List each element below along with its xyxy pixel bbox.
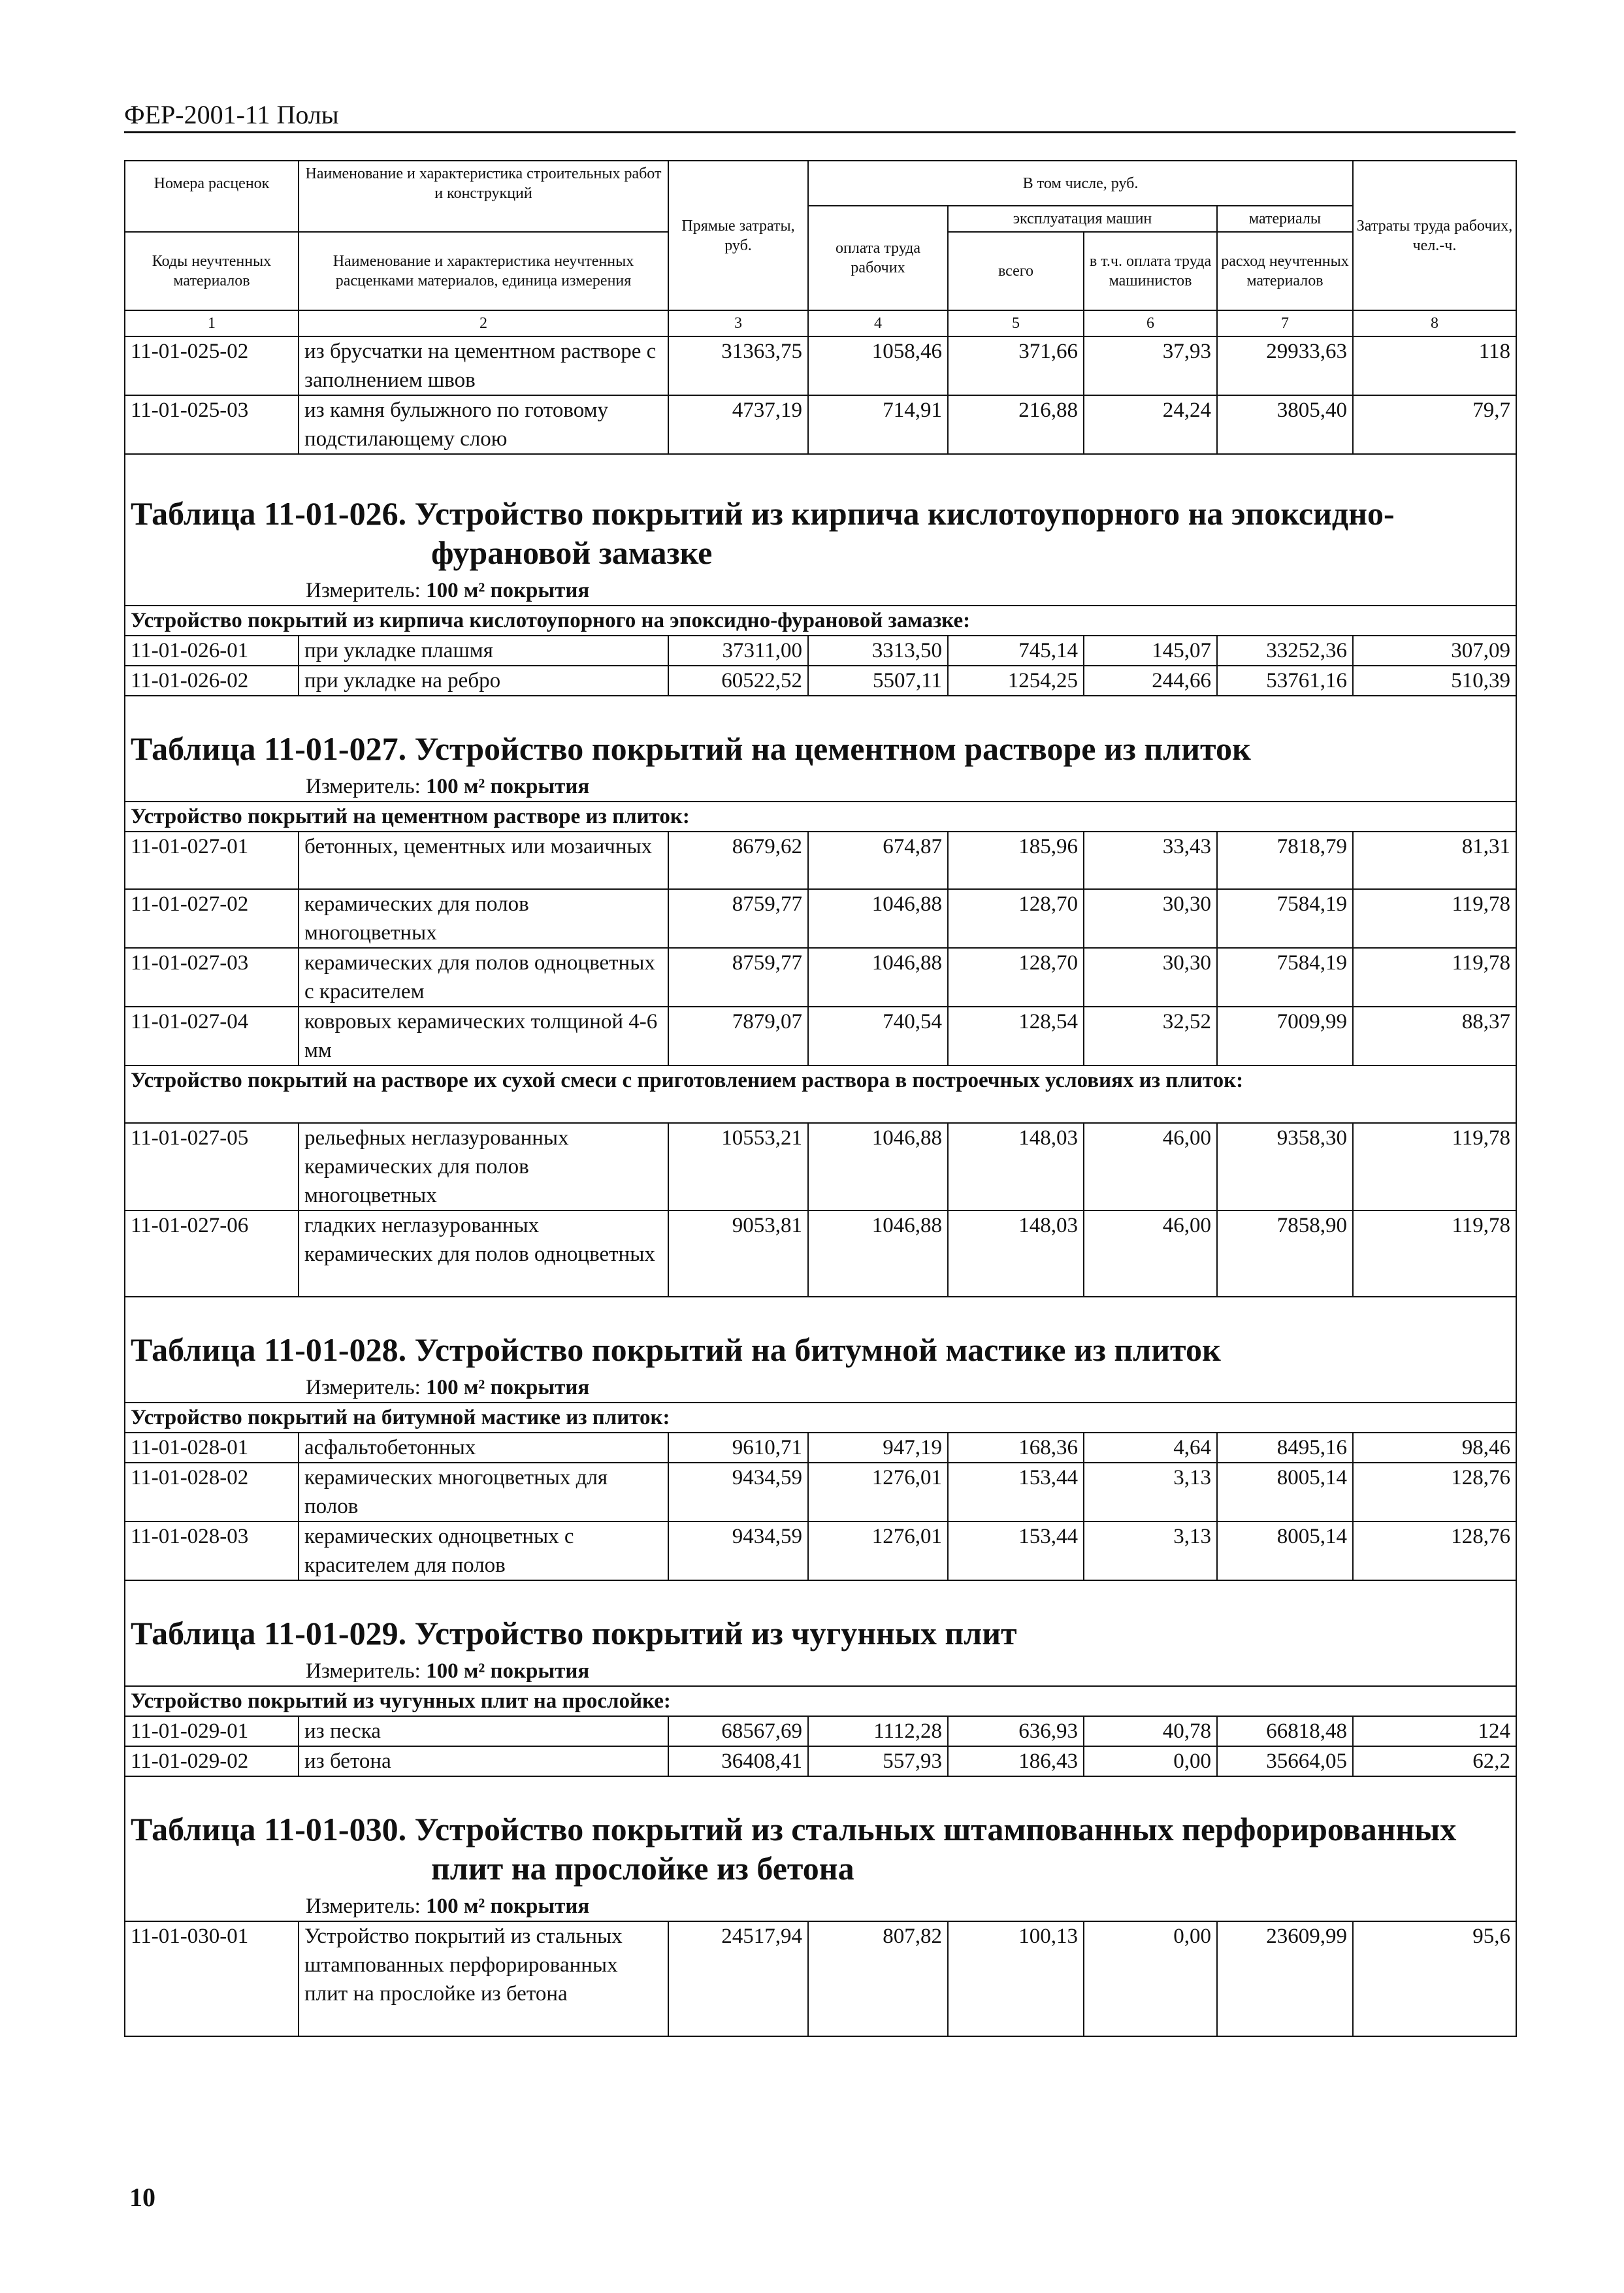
rate-code: 11-01-026-02 — [125, 666, 299, 696]
table-title — [131, 1601, 1510, 1657]
rate-value: 8495,16 — [1217, 1433, 1353, 1463]
rate-value: 636,93 — [948, 1716, 1084, 1746]
rate-name: асфальтобетонных — [299, 1433, 668, 1463]
rate-name: из брусчатки на цементном растворе с заполнением швов — [299, 336, 668, 395]
rate-value: 7009,99 — [1217, 1007, 1353, 1065]
col-worker-pay: оплата труда рабочих — [808, 206, 948, 310]
table-row — [125, 666, 1516, 696]
table-title-line: Таблица 11-01-027. Устройство покрытий на цементном растворе из плиток — [131, 730, 1251, 767]
rate-value: 128,76 — [1353, 1521, 1516, 1580]
rate-value: 510,39 — [1353, 666, 1516, 696]
rate-value: 148,03 — [948, 1123, 1084, 1211]
rate-value: 1254,25 — [948, 666, 1084, 696]
rate-value: 1276,01 — [808, 1521, 948, 1580]
rate-value: 31363,75 — [668, 336, 808, 395]
rate-code: 11-01-028-02 — [125, 1463, 299, 1521]
column-numbers: 1 2 3 4 5 6 7 8 — [125, 310, 1516, 336]
table-row — [125, 1211, 1516, 1297]
rate-value: 98,46 — [1353, 1433, 1516, 1463]
rate-value: 9434,59 — [668, 1521, 808, 1580]
table-row — [125, 1716, 1516, 1746]
rate-value: 60522,52 — [668, 666, 808, 696]
rate-name: керамических для полов одноцветных с красителем — [299, 948, 668, 1007]
rate-value: 23609,99 — [1217, 1921, 1353, 2036]
rate-value: 37,93 — [1084, 336, 1217, 395]
rate-value: 745,14 — [948, 636, 1084, 666]
rate-name: Устройство покрытий из стальных штампованных перфорированных плит на прослойке из бетона — [299, 1921, 668, 2036]
group-heading: Устройство покрытий из кирпича кислотоупорного на эпоксидно-фурановой замазке: — [125, 606, 1516, 636]
rate-value: 1046,88 — [808, 1123, 948, 1211]
table-title — [131, 481, 1510, 576]
col-operators-pay: в т.ч. оплата труда машинистов — [1084, 232, 1217, 310]
table-row — [125, 1007, 1516, 1065]
rate-code: 11-01-027-03 — [125, 948, 299, 1007]
group-heading: Устройство покрытий на битумной мастике из плиток: — [125, 1403, 1516, 1433]
rate-value: 30,30 — [1084, 948, 1217, 1007]
rate-value: 128,70 — [948, 889, 1084, 948]
group-heading: Устройство покрытий из чугунных плит на прослойке: — [125, 1686, 1516, 1716]
rate-name: при укладке плашмя — [299, 636, 668, 666]
rate-value: 53761,16 — [1217, 666, 1353, 696]
rate-name: керамических одноцветных с красителем для полов — [299, 1521, 668, 1580]
table-title — [131, 1317, 1510, 1373]
rate-value: 1112,28 — [808, 1716, 948, 1746]
col-name-top: Наименование и характеристика строительных работ и конструкций — [299, 161, 668, 206]
rate-value: 307,09 — [1353, 636, 1516, 666]
table-row — [125, 832, 1516, 889]
rate-value: 0,00 — [1084, 1921, 1217, 2036]
unit-label: Измеритель: — [306, 1895, 427, 1918]
col-labor-hours: Затраты труда рабочих, чел.-ч. — [1353, 161, 1516, 310]
rate-value: 1276,01 — [808, 1463, 948, 1521]
unit-line — [131, 1892, 1510, 1921]
table-caption — [125, 696, 1516, 802]
col-machines: эксплуатация машин — [948, 206, 1217, 232]
rate-value: 119,78 — [1353, 1211, 1516, 1297]
col-materials: материалы — [1217, 206, 1353, 232]
unit-value: 100 м² покрытия — [426, 1376, 590, 1399]
rate-value: 3805,40 — [1217, 395, 1353, 454]
unit-label: Измеритель: — [306, 579, 427, 602]
rate-name: рельефных неглазурованных керамических для полов многоцветных — [299, 1123, 668, 1211]
table-caption — [125, 1297, 1516, 1403]
table-title — [131, 716, 1510, 772]
table-title-line: Таблица 11-01-030. Устройство покрытий из стальных штампованных перфорированных — [131, 1811, 1457, 1847]
unit-line — [131, 1373, 1510, 1402]
rate-value: 5507,11 — [808, 666, 948, 696]
rate-value: 7858,90 — [1217, 1211, 1353, 1297]
rate-value: 807,82 — [808, 1921, 948, 2036]
rate-name: керамических для полов многоцветных — [299, 889, 668, 948]
rate-name: при укладке на ребро — [299, 666, 668, 696]
unit-value: 100 м² покрытия — [426, 1659, 590, 1683]
unit-value: 100 м² покрытия — [426, 775, 590, 798]
rate-value: 62,2 — [1353, 1746, 1516, 1776]
rate-value: 46,00 — [1084, 1123, 1217, 1211]
rate-name: бетонных, цементных или мозаичных — [299, 832, 668, 889]
table-row — [125, 395, 1516, 454]
rate-value: 4,64 — [1084, 1433, 1217, 1463]
rate-value: 36408,41 — [668, 1746, 808, 1776]
table-body — [125, 336, 1516, 2036]
rate-value: 119,78 — [1353, 1123, 1516, 1211]
unit-value: 100 м² покрытия — [426, 579, 590, 602]
rate-name: керамических многоцветных для полов — [299, 1463, 668, 1521]
col-name-bottom: Наименование и характеристика неучтенных расценками материалов, единица измерения — [299, 232, 668, 310]
unit-line — [131, 772, 1510, 801]
rate-value: 674,87 — [808, 832, 948, 889]
unit-label: Измеритель: — [306, 1659, 427, 1683]
rate-value: 244,66 — [1084, 666, 1217, 696]
rate-code: 11-01-025-03 — [125, 395, 299, 454]
col-code-top: Номера расценок — [125, 161, 299, 206]
table-row — [125, 889, 1516, 948]
page-header: ФЕР-2001-11 Полы — [124, 99, 1516, 133]
rate-value: 37311,00 — [668, 636, 808, 666]
col-code-bottom: Коды неучтенных материалов — [125, 232, 299, 310]
rate-value: 3,13 — [1084, 1521, 1217, 1580]
table-title-line: фурановой замазке — [431, 534, 713, 571]
rate-code: 11-01-028-01 — [125, 1433, 299, 1463]
rate-value: 3313,50 — [808, 636, 948, 666]
col-machines-total: всего — [948, 232, 1084, 310]
rate-value: 371,66 — [948, 336, 1084, 395]
rate-value: 557,93 — [808, 1746, 948, 1776]
rate-code: 11-01-030-01 — [125, 1921, 299, 2036]
group-heading: Устройство покрытий на цементном растворе из плиток: — [125, 802, 1516, 832]
rate-value: 9053,81 — [668, 1211, 808, 1297]
rate-value: 8759,77 — [668, 948, 808, 1007]
table-title-line: плит на прослойке из бетона — [431, 1850, 854, 1887]
rate-value: 88,37 — [1353, 1007, 1516, 1065]
rate-name: из песка — [299, 1716, 668, 1746]
rate-value: 185,96 — [948, 832, 1084, 889]
rate-value: 8005,14 — [1217, 1521, 1353, 1580]
rate-value: 40,78 — [1084, 1716, 1217, 1746]
rates-table — [124, 160, 1517, 2037]
rate-code: 11-01-029-02 — [125, 1746, 299, 1776]
rate-value: 119,78 — [1353, 889, 1516, 948]
rate-value: 24,24 — [1084, 395, 1217, 454]
table-row — [125, 1921, 1516, 2036]
table-title-line: Таблица 11-01-029. Устройство покрытий из чугунных плит — [131, 1615, 1017, 1651]
unit-value: 100 м² покрытия — [426, 1895, 590, 1918]
rate-value: 740,54 — [808, 1007, 948, 1065]
unit-label: Измеритель: — [306, 775, 427, 798]
rate-value: 128,54 — [948, 1007, 1084, 1065]
rate-value: 29933,63 — [1217, 336, 1353, 395]
rate-value: 124 — [1353, 1716, 1516, 1746]
rate-code: 11-01-027-02 — [125, 889, 299, 948]
rate-value: 9434,59 — [668, 1463, 808, 1521]
rate-value: 1046,88 — [808, 889, 948, 948]
table-title-line: Таблица 11-01-028. Устройство покрытий на битумной мастике из плиток — [131, 1331, 1221, 1368]
rate-value: 66818,48 — [1217, 1716, 1353, 1746]
rate-value: 1046,88 — [808, 1211, 948, 1297]
rate-value: 3,13 — [1084, 1463, 1217, 1521]
table-title — [131, 1797, 1510, 1892]
rate-value: 7879,07 — [668, 1007, 808, 1065]
rate-code: 11-01-027-05 — [125, 1123, 299, 1211]
table-row — [125, 1746, 1516, 1776]
rate-value: 8679,62 — [668, 832, 808, 889]
rate-value: 153,44 — [948, 1463, 1084, 1521]
rate-value: 1046,88 — [808, 948, 948, 1007]
rate-value: 119,78 — [1353, 948, 1516, 1007]
rate-value: 714,91 — [808, 395, 948, 454]
unit-line — [131, 1657, 1510, 1685]
unit-line — [131, 576, 1510, 605]
rate-value: 8759,77 — [668, 889, 808, 948]
rate-value: 0,00 — [1084, 1746, 1217, 1776]
table-row — [125, 336, 1516, 395]
rate-value: 128,70 — [948, 948, 1084, 1007]
rate-value: 33,43 — [1084, 832, 1217, 889]
table-title-line: Таблица 11-01-026. Устройство покрытий из кирпича кислотоупорного на эпоксидно- — [131, 495, 1395, 532]
rate-name: из бетона — [299, 1746, 668, 1776]
rate-value: 35664,05 — [1217, 1746, 1353, 1776]
rate-value: 153,44 — [948, 1521, 1084, 1580]
col-code-top-cont — [125, 206, 299, 232]
rate-value: 33252,36 — [1217, 636, 1353, 666]
rate-value: 186,43 — [948, 1746, 1084, 1776]
col-in-total: В том числе, руб. — [808, 161, 1353, 206]
rate-value: 7818,79 — [1217, 832, 1353, 889]
rate-value: 81,31 — [1353, 832, 1516, 889]
rate-value: 216,88 — [948, 395, 1084, 454]
rate-value: 30,30 — [1084, 889, 1217, 948]
table-row — [125, 1521, 1516, 1580]
table-caption — [125, 454, 1516, 606]
unit-label: Измеритель: — [306, 1376, 427, 1399]
rate-code: 11-01-027-04 — [125, 1007, 299, 1065]
page-number: 10 — [129, 2183, 155, 2212]
col-unaccounted-materials: расход неучтенных материалов — [1217, 232, 1353, 310]
rate-code: 11-01-029-01 — [125, 1716, 299, 1746]
rate-code: 11-01-028-03 — [125, 1521, 299, 1580]
rate-value: 8005,14 — [1217, 1463, 1353, 1521]
rate-value: 100,13 — [948, 1921, 1084, 2036]
rate-value: 9610,71 — [668, 1433, 808, 1463]
table-row — [125, 948, 1516, 1007]
rate-value: 148,03 — [948, 1211, 1084, 1297]
rate-value: 7584,19 — [1217, 948, 1353, 1007]
rate-value: 1058,46 — [808, 336, 948, 395]
rate-value: 128,76 — [1353, 1463, 1516, 1521]
col-name-top-cont — [299, 206, 668, 232]
table-header — [125, 161, 1516, 336]
rate-value: 68567,69 — [668, 1716, 808, 1746]
rate-value: 9358,30 — [1217, 1123, 1353, 1211]
rate-value: 95,6 — [1353, 1921, 1516, 2036]
rate-value: 32,52 — [1084, 1007, 1217, 1065]
rate-name: из камня булыжного по готовому подстилающему слою — [299, 395, 668, 454]
table-row — [125, 1433, 1516, 1463]
rate-value: 10553,21 — [668, 1123, 808, 1211]
rate-code: 11-01-026-01 — [125, 636, 299, 666]
col-direct-costs: Прямые затраты, руб. — [668, 161, 808, 310]
rate-value: 145,07 — [1084, 636, 1217, 666]
rate-value: 947,19 — [808, 1433, 948, 1463]
rate-code: 11-01-025-02 — [125, 336, 299, 395]
rate-value: 168,36 — [948, 1433, 1084, 1463]
rate-code: 11-01-027-01 — [125, 832, 299, 889]
rate-value: 7584,19 — [1217, 889, 1353, 948]
rate-value: 118 — [1353, 336, 1516, 395]
table-row — [125, 1463, 1516, 1521]
rate-value: 46,00 — [1084, 1211, 1217, 1297]
rate-value: 24517,94 — [668, 1921, 808, 2036]
table-caption — [125, 1776, 1516, 1921]
rate-value: 4737,19 — [668, 395, 808, 454]
rate-value: 79,7 — [1353, 395, 1516, 454]
table-row — [125, 636, 1516, 666]
table-row — [125, 1123, 1516, 1211]
rate-name: гладких неглазурованных керамических для полов одноцветных — [299, 1211, 668, 1297]
group-heading: Устройство покрытий на растворе их сухой смеси с приготовлением раствора в построечных условиях из плиток: — [125, 1065, 1516, 1123]
rate-code: 11-01-027-06 — [125, 1211, 299, 1297]
table-caption — [125, 1580, 1516, 1686]
rate-name: ковровых керамических толщиной 4-6 мм — [299, 1007, 668, 1065]
